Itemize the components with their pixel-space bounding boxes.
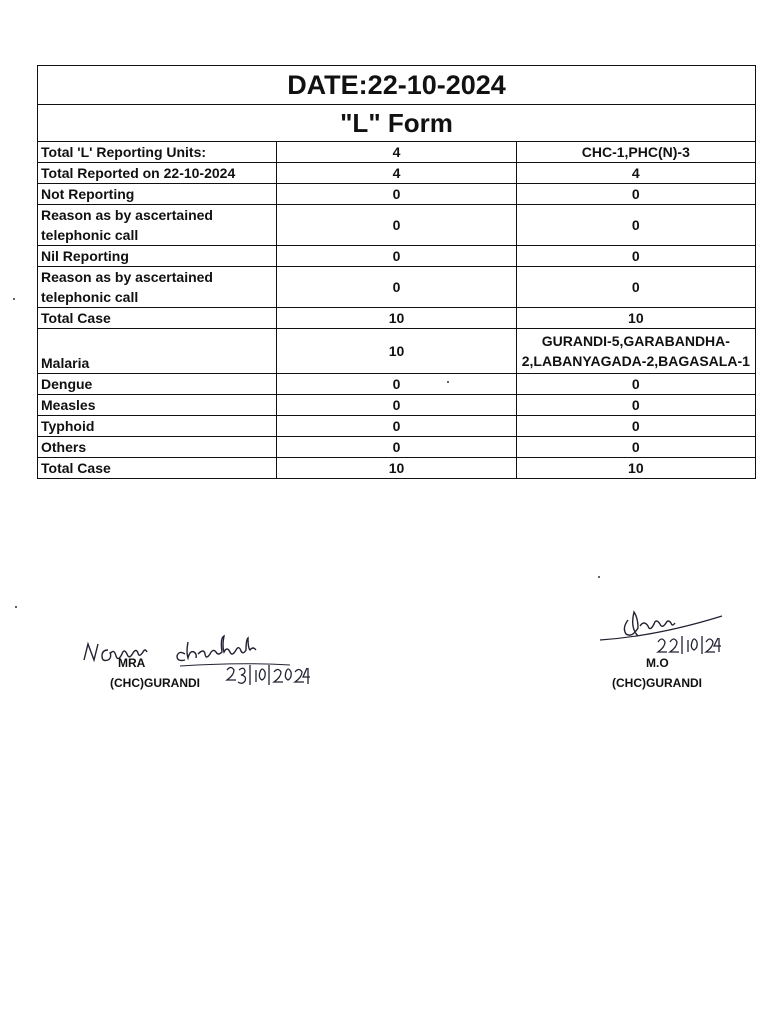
mra-office-label: (CHC)GURANDI <box>110 676 200 690</box>
row-label: Total 'L' Reporting Units: <box>38 142 277 163</box>
scan-speck <box>598 576 600 578</box>
row-label: Malaria <box>38 329 277 374</box>
row-label: Reason as by ascertained telephonic call <box>38 267 277 308</box>
mra-role-label: MRA <box>118 656 146 670</box>
row-detail: 0 <box>516 395 755 416</box>
row-detail: 0 <box>516 437 755 458</box>
scan-speck <box>447 381 449 383</box>
row-label: Total Case <box>38 458 277 479</box>
table-row <box>38 308 756 329</box>
row-count: 0 <box>277 267 516 308</box>
row-detail: 0 <box>516 374 755 395</box>
row-detail: 0 <box>516 267 755 308</box>
mo-role-label: M.O <box>646 656 669 670</box>
table-row <box>38 329 756 374</box>
row-detail: CHC-1,PHC(N)-3 <box>516 142 755 163</box>
row-label: Total Reported on 22-10-2024 <box>38 163 277 184</box>
row-label: Dengue <box>38 374 277 395</box>
row-detail: 0 <box>516 416 755 437</box>
table-row <box>38 374 756 395</box>
form-title: "L" Form <box>38 105 756 142</box>
row-count: 4 <box>277 163 516 184</box>
table-row <box>38 395 756 416</box>
row-detail: 0 <box>516 246 755 267</box>
table-row <box>38 163 756 184</box>
scan-speck <box>13 298 15 300</box>
row-count: 0 <box>277 416 516 437</box>
row-label: Reason as by ascertained telephonic call <box>38 205 277 246</box>
row-count: 0 <box>277 184 516 205</box>
row-count: 10 <box>277 308 516 329</box>
table-row <box>38 437 756 458</box>
table-row <box>38 184 756 205</box>
title-row <box>38 66 756 105</box>
row-label: Total Case <box>38 308 277 329</box>
table-row <box>38 267 756 308</box>
l-form-table <box>37 65 756 479</box>
mo-handwritten-signature <box>598 606 728 662</box>
row-count: 10 <box>277 329 516 374</box>
row-count: 4 <box>277 142 516 163</box>
row-count: 0 <box>277 395 516 416</box>
row-detail: 10 <box>516 458 755 479</box>
row-label: Nil Reporting <box>38 246 277 267</box>
table-row <box>38 458 756 479</box>
mra-handwritten-date <box>224 662 314 688</box>
row-detail: 0 <box>516 205 755 246</box>
row-detail: 0 <box>516 184 755 205</box>
table-row <box>38 142 756 163</box>
row-count: 10 <box>277 458 516 479</box>
row-count: 0 <box>277 205 516 246</box>
table-row <box>38 246 756 267</box>
date-title: DATE:22-10-2024 <box>38 66 756 105</box>
row-label: Others <box>38 437 277 458</box>
row-count: 0 <box>277 437 516 458</box>
subtitle-row <box>38 105 756 142</box>
row-label: Typhoid <box>38 416 277 437</box>
row-detail: 4 <box>516 163 755 184</box>
row-detail: GURANDI-5,GARABANDHA-2,LABANYAGADA-2,BAGASALA-1 <box>516 329 755 374</box>
mo-office-label: (CHC)GURANDI <box>612 676 702 690</box>
scan-speck <box>15 606 17 608</box>
row-count: 0 <box>277 246 516 267</box>
table-row <box>38 416 756 437</box>
row-label: Not Reporting <box>38 184 277 205</box>
row-count: 0 <box>277 374 516 395</box>
table-row <box>38 205 756 246</box>
row-detail: 10 <box>516 308 755 329</box>
row-label: Measles <box>38 395 277 416</box>
